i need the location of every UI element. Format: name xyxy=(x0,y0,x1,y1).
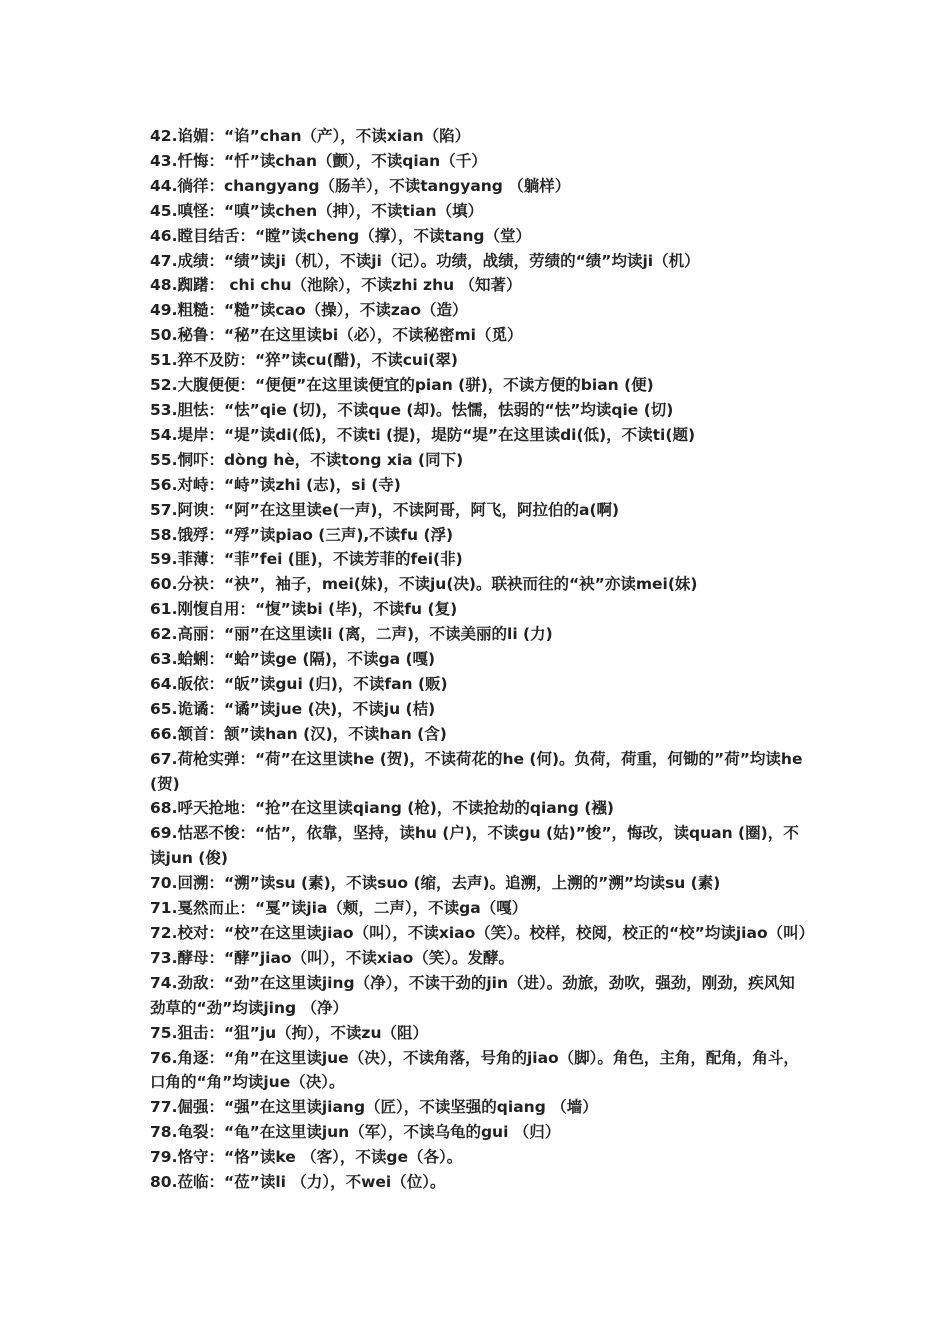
entry-77: 77.倔强：“强”在这里读jiang（匠），不读坚强的qiang （墙） xyxy=(150,1098,598,1117)
entry-64: 64.皈依：“皈”读gui (归)，不读fan (贩) xyxy=(150,674,448,693)
entry-65: 65.诡谲：“谲”读jue (决)，不读ju (桔) xyxy=(150,699,436,718)
entry-66: 66.颔首：颔”读han (汉)，不读han (含) xyxy=(150,724,447,743)
entry-62: 62.高丽：“丽”在这里读li (离，二声)，不读美丽的li (力) xyxy=(150,625,553,644)
entry-69: 69.怙恶不悛：“怙”，依靠，坚持，读hu (户)，不读gu (姑)”悛”，悔改，读quan (圈)，不读jun (俊) xyxy=(150,824,799,868)
entry-73: 73.酵母：“酵”jiao（叫），不读xiao（笑）。发酵。 xyxy=(150,948,514,967)
entry-45: 45.嗔怪：“嗔”读chen（抻），不读tian（填） xyxy=(150,201,484,220)
entry-53: 53.胆怯：“怯”qie (切)，不读que (却)。怯懦，怯弱的“怯”均读qie (切) xyxy=(150,400,674,419)
entry-42: 42.谄媚：“谄”chan（产），不读xian（陷） xyxy=(150,127,471,145)
entry-78: 78.龟裂：“龟”在这里读jun（军），不读乌龟的gui （归） xyxy=(150,1123,561,1142)
entry-54: 54.堤岸：“堤”读di(低)，不读ti (提)，堤防“堤”在这里读di(低)，不读ti(题) xyxy=(150,425,696,444)
entry-59: 59.菲薄：“菲”fei (匪)，不读芳菲的fei(非) xyxy=(150,550,463,569)
entry-63: 63.蛤蜊：“蛤”读ge (隔)，不读ga (嘎) xyxy=(150,650,436,669)
entry-49: 49.粗糙：“糙”读cao（操），不读zao（造） xyxy=(150,301,468,320)
entry-74: 74.劲敌：“劲”在这里读jing（净），不读干劲的jin（进）。劲旅，劲吹，强劲，刚劲，疾风知劲草的“劲”均读jing （净） xyxy=(150,973,795,1017)
entry-76: 76.角逐：“角”在这里读jue（决），不读角落，号角的jiao（脚）。角色，主角，配角，角斗，口角的“角”均读jue（决）。 xyxy=(150,1048,799,1092)
entry-52: 52.大腹便便：“便便”在这里读便宜的pian (骈)，不读方便的bian (便) xyxy=(150,376,654,395)
entry-80: 80.莅临：“莅”读li （力），不wei（位）。 xyxy=(150,1173,446,1192)
entry-61: 61.刚愎自用：“愎”读bi (毕)，不读fu (复) xyxy=(150,600,458,619)
document-body xyxy=(150,124,815,1195)
entry-55: 55.恫吓：dòng hè，不读tong xia (同下) xyxy=(150,450,464,469)
entry-48: 48.踟躇： chi chu（池除），不读zhi zhu （知著） xyxy=(150,276,522,295)
entry-71: 71.戛然而止：“戛”读jia（颊，二声），不读ga（嘎） xyxy=(150,899,528,918)
entry-47: 47.成绩：“绩”读ji（机），不读ji（记）。功绩，战绩，劳绩的“绩”均读ji（机） xyxy=(150,251,700,270)
entry-72: 72.校对：“校”在这里读jiao（叫），不读xiao（笑）。校样，校阅，校正的“校”均读jiao（叫） xyxy=(150,924,815,942)
entry-79: 79.恪守：“恪”读ke （客），不读ge（各）。 xyxy=(150,1148,463,1167)
entry-57: 57.阿谀：“阿”在这里读e(一声)，不读阿哥，阿飞，阿拉伯的a(啊) xyxy=(150,500,620,519)
entry-58: 58.饿殍：“殍”读piao (三声),不读fu (浮) xyxy=(150,525,454,544)
entry-60: 60.分袂：“袂”，袖子，mei(妹)，不读ju(决)。联袂而往的“袂”亦读mei(妹) xyxy=(150,575,698,594)
entry-67: 67.荷枪实弹：“荷”在这里读he (贺)，不读荷花的he (何)。负荷，荷重，何锄的”荷”均读he (贺) xyxy=(150,749,803,793)
entry-50: 50.秘鲁：“秘”在这里读bi（必），不读秘密mi（觅） xyxy=(150,326,523,345)
entry-68: 68.呼天抢地：“抢”在这里读qiang (枪)，不读抢劫的qiang (襁) xyxy=(150,799,614,818)
entry-75: 75.狙击：“狙”ju（拘），不读zu（阻） xyxy=(150,1023,428,1042)
entry-43: 43.忏悔：“忏”读chan（颤），不读qian（千） xyxy=(150,151,487,170)
entry-56: 56.对峙：“峙”读zhi (志)，si (寺) xyxy=(150,475,401,494)
entry-46: 46.瞠目结舌：“瞠”读cheng（撑），不读tang（堂） xyxy=(150,226,531,245)
entry-70: 70.回溯：“溯”读su (素)，不读suo (缩，去声)。追溯，上溯的”溯”均读su (素) xyxy=(150,874,721,893)
entry-51: 51.猝不及防：“猝”读cu(醋)，不读cui(翠) xyxy=(150,351,458,370)
entry-44: 44.徜徉：changyang（肠羊），不读tangyang （躺样） xyxy=(150,176,571,195)
